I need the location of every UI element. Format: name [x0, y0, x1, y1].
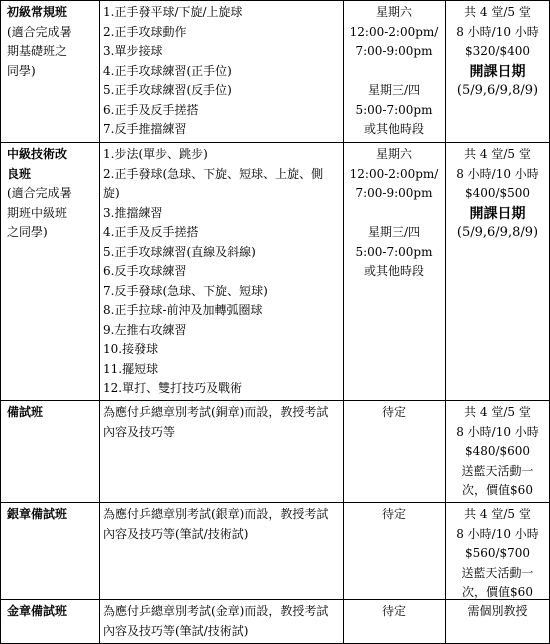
content-item: 4.正手及反手搓搭	[103, 225, 199, 239]
course-title: 備試班	[7, 405, 44, 419]
course-description: 為應付乒總章別考試(銅章)而設，教授考試內容及技巧等	[103, 405, 329, 439]
row-divider	[0, 142, 550, 143]
fee-cell	[449, 403, 546, 501]
schedule-time: 12:00-2:00pm/	[349, 24, 439, 39]
course-title: 初級常規班	[7, 5, 68, 19]
schedule-tbd: 待定	[381, 604, 406, 618]
lesson-price: $480/$600	[464, 444, 531, 458]
schedule-time: 5:00-7:00pm	[355, 102, 433, 117]
content-item: 7.反手發球(急球、下旋、短球)	[103, 283, 268, 298]
course-content-cell	[103, 602, 339, 641]
lesson-price: $320/$400	[464, 44, 531, 58]
row-divider	[0, 502, 550, 503]
content-item: 11.擺短球	[103, 361, 159, 376]
course-description: 為應付乒總章別考試(銀章)而設，教授考試內容及技巧等(筆試/技術試)	[103, 507, 329, 541]
schedule-tbd: 待定	[381, 405, 406, 419]
course-content-cell	[103, 145, 339, 399]
content-item: 10.接發球	[103, 342, 159, 356]
lesson-hours: 8 小時/10 小時	[456, 424, 539, 439]
start-dates: (5/9,6/9,8/9)	[456, 82, 539, 98]
lesson-hours: 8 小時/10 小時	[456, 24, 539, 39]
lesson-hours: 8 小時/10 小時	[456, 166, 539, 181]
course-name-cell	[7, 403, 95, 423]
schedule-day: 星期三/四	[367, 83, 421, 97]
course-note: 期基礎班之	[7, 44, 68, 58]
content-item: 1.步法(單步、跳步)	[103, 147, 208, 161]
schedule-tbd: 待定	[381, 507, 406, 521]
column-divider	[445, 0, 446, 644]
bonus-value: 次，價值$60	[462, 483, 533, 497]
lesson-price: $400/$500	[464, 186, 531, 200]
content-item: 12.單打、雙打技巧及戰術	[103, 381, 243, 395]
course-name-cell	[7, 3, 95, 81]
column-divider	[99, 0, 100, 644]
fee-note: 需個別教授	[467, 604, 528, 618]
table-border-top	[0, 0, 550, 1]
schedule-time: 7:00-9:00pm	[355, 186, 433, 200]
content-item: 3.推擋練習	[103, 205, 163, 220]
schedule-other: 或其他時段	[363, 264, 424, 278]
lesson-count: 共 4 堂/5 堂	[464, 405, 531, 419]
course-note: (適合完成暑	[7, 24, 72, 39]
content-item: 5.正手攻球練習(直線及斜線)	[103, 244, 256, 259]
row-divider	[0, 400, 550, 401]
content-item: 9.左推右攻練習	[103, 322, 187, 337]
course-description: 為應付乒總章別考試(金章)而設，教授考試內容及技巧等(筆試/技術試)	[103, 604, 329, 638]
course-note: 期班中級班	[7, 205, 68, 220]
schedule-cell	[347, 403, 441, 423]
schedule-cell	[347, 602, 441, 622]
lesson-hours: 8 小時/10 小時	[456, 526, 539, 541]
schedule-day: 星期三/四	[367, 225, 421, 239]
course-name-cell	[7, 505, 95, 525]
schedule-day: 星期六	[375, 147, 412, 161]
content-item: 6.正手及反手搓搭	[103, 102, 199, 117]
fee-cell	[449, 505, 546, 603]
fee-cell	[449, 3, 546, 100]
course-name-cell	[7, 602, 95, 622]
course-name-cell	[7, 145, 95, 243]
table-border-left	[0, 0, 1, 644]
course-note: (適合完成暑	[7, 186, 72, 200]
bonus-offer: 送藍天活動一	[461, 565, 534, 580]
schedule-cell	[347, 505, 441, 525]
schedule-day: 星期六	[375, 5, 412, 19]
course-content-cell	[103, 505, 339, 544]
lesson-count: 共 4 堂/5 堂	[464, 5, 531, 19]
content-item: 8.正手拉球-前沖及加轉弧圈球	[103, 303, 263, 317]
course-content-cell	[103, 403, 339, 442]
content-item: 2.正手攻球動作	[103, 24, 187, 39]
start-date-heading: 開課日期	[469, 205, 526, 222]
content-item: 4.正手攻球練習(正手位)	[103, 63, 232, 78]
course-title: 金章備試班	[7, 604, 68, 618]
content-item: 5.正手攻球練習(反手位)	[103, 83, 232, 97]
content-item: 1.正手發平球/下旋/上旋球	[103, 5, 243, 19]
course-title: 中級技術改	[7, 147, 68, 161]
schedule-time: 5:00-7:00pm	[355, 244, 433, 259]
schedule-cell	[347, 3, 441, 140]
course-title: 良班	[7, 166, 32, 181]
start-dates: (5/9,6/9,8/9)	[456, 224, 539, 240]
fee-cell	[449, 602, 546, 622]
lesson-count: 共 4 堂/5 堂	[464, 147, 531, 161]
lesson-count: 共 4 堂/5 堂	[464, 507, 531, 521]
content-item: 2.正手發球(急球、下旋、短球、上旋、側旋)	[103, 166, 324, 200]
schedule-time: 12:00-2:00pm/	[349, 166, 439, 181]
content-item: 7.反手推擋練習	[103, 122, 187, 136]
course-note: 同學)	[7, 63, 36, 78]
bonus-offer: 送藍天活動一	[461, 463, 534, 478]
course-note: 之同學)	[7, 225, 48, 239]
bonus-value: 次，價值$60	[462, 585, 533, 599]
schedule-time: 7:00-9:00pm	[355, 44, 433, 58]
content-item: 3.單步接球	[103, 44, 163, 58]
course-title: 銀章備試班	[7, 507, 68, 521]
schedule-other: 或其他時段	[363, 122, 424, 136]
column-divider	[343, 0, 344, 644]
lesson-price: $560/$700	[464, 546, 531, 560]
course-content-cell	[103, 3, 339, 140]
fee-cell	[449, 145, 546, 242]
start-date-heading: 開課日期	[469, 63, 526, 80]
content-item: 6.反手攻球練習	[103, 264, 187, 278]
schedule-cell	[347, 145, 441, 282]
